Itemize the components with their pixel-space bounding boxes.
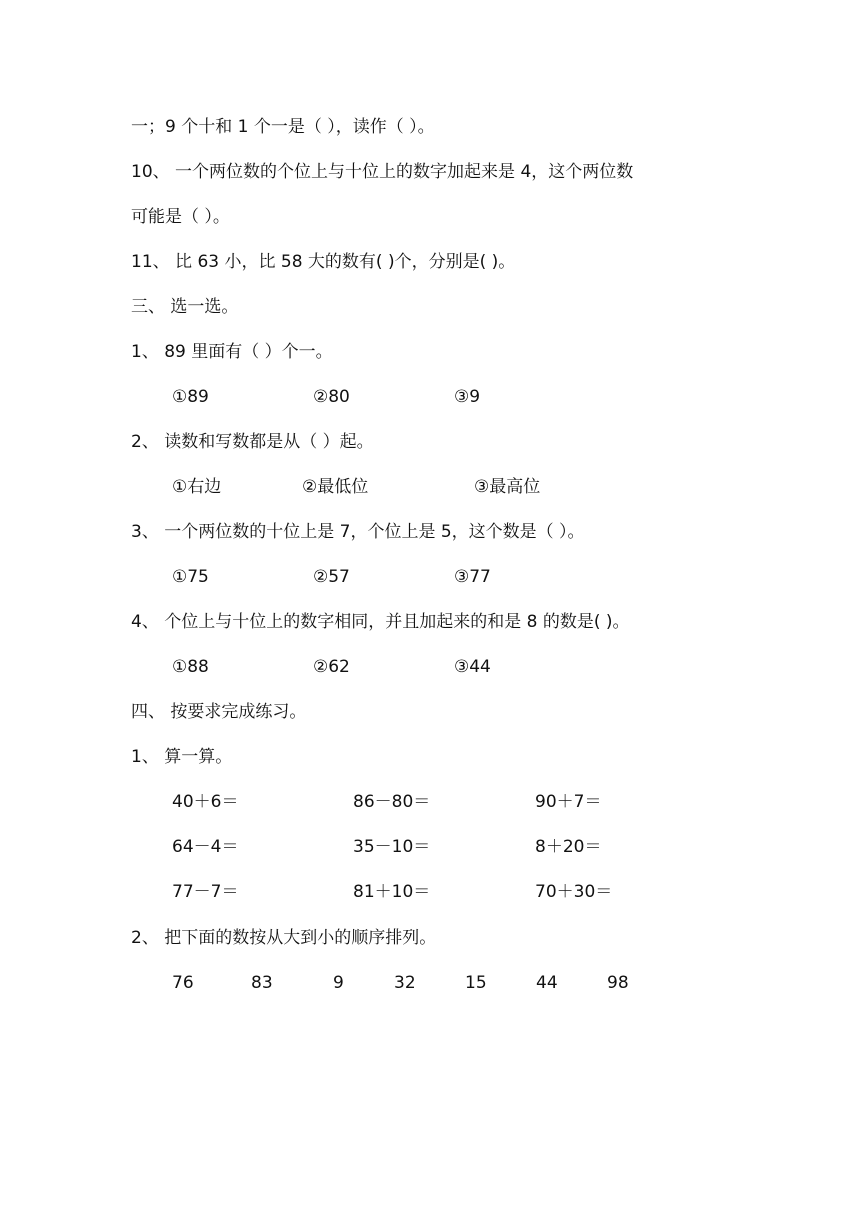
choice-1-option-3: ③9 <box>454 387 481 407</box>
question-10-line-2: 可能是（ ）。 <box>131 207 230 227</box>
calc-row-3-item-3: 70＋30＝ <box>535 882 613 902</box>
choice-3-option-2: ②57 <box>313 567 350 587</box>
question-10-line-1: 10、 一个两位数的个位上与十位上的数字加起来是 4，这个两位数 <box>131 162 634 182</box>
sort-number-3: 9 <box>333 973 344 993</box>
sort-question-stem: 2、 把下面的数按从大到小的顺序排列。 <box>131 928 437 948</box>
choice-question-4: 4、 个位上与十位上的数字相同，并且加起来的和是 8 的数是( )。 <box>131 612 630 632</box>
question-11: 11、 比 63 小，比 58 大的数有( )个，分别是( )。 <box>131 252 516 272</box>
sort-number-1: 76 <box>172 973 194 993</box>
calc-row-3-item-2: 81＋10＝ <box>353 882 431 902</box>
choice-3-option-1: ①75 <box>172 567 209 587</box>
choice-question-3: 3、 一个两位数的十位上是 7，个位上是 5，这个数是（ ）。 <box>131 522 585 542</box>
sort-number-6: 44 <box>536 973 558 993</box>
choice-4-option-1: ①88 <box>172 657 209 677</box>
choice-question-2: 2、 读数和写数都是从（ ）起。 <box>131 432 374 452</box>
choice-1-option-1: ①89 <box>172 387 209 407</box>
calc-question-stem: 1、 算一算。 <box>131 747 233 767</box>
calc-row-2-item-3: 8＋20＝ <box>535 837 602 857</box>
calc-row-1-item-3: 90＋7＝ <box>535 792 602 812</box>
calc-row-1-item-1: 40＋6＝ <box>172 792 239 812</box>
sort-number-2: 83 <box>251 973 273 993</box>
choice-3-option-3: ③77 <box>454 567 491 587</box>
choice-4-option-2: ②62 <box>313 657 350 677</box>
choice-2-option-3: ③最高位 <box>474 477 541 497</box>
section-4-title: 四、 按要求完成练习。 <box>131 702 307 722</box>
sort-number-7: 98 <box>607 973 629 993</box>
choice-question-1: 1、 89 里面有（ ）个一。 <box>131 342 333 362</box>
choice-2-option-2: ②最低位 <box>302 477 369 497</box>
calc-row-2-item-2: 35－10＝ <box>353 837 431 857</box>
sort-number-4: 32 <box>394 973 416 993</box>
choice-4-option-3: ③44 <box>454 657 491 677</box>
choice-2-option-1: ①右边 <box>172 477 222 497</box>
choice-1-option-2: ②80 <box>313 387 350 407</box>
calc-row-3-item-1: 77－7＝ <box>172 882 239 902</box>
section-3-title: 三、 选一选。 <box>131 297 239 317</box>
calc-row-1-item-2: 86－80＝ <box>353 792 431 812</box>
calc-row-2-item-1: 64－4＝ <box>172 837 239 857</box>
sort-number-5: 15 <box>465 973 487 993</box>
question-9: 一；9 个十和 1 个一是（ ），读作（ ）。 <box>131 117 435 137</box>
